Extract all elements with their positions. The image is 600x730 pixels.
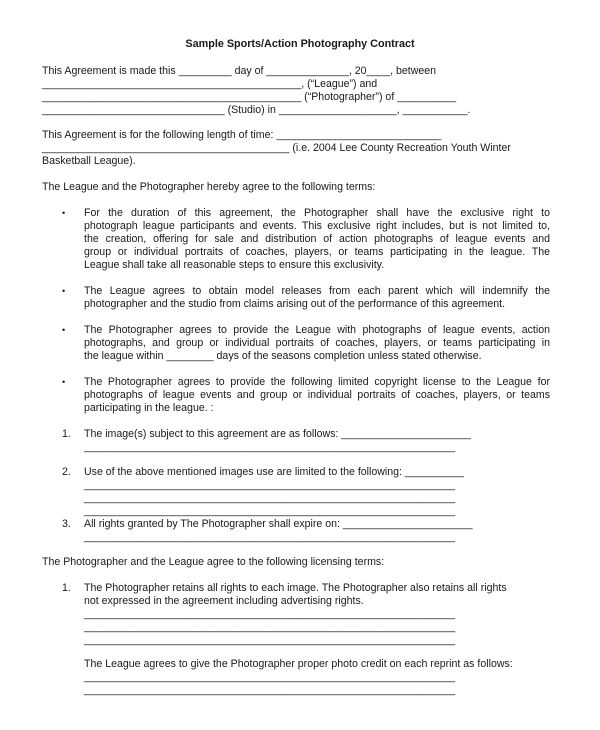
- paragraph-line: photograph league participants and events. This exclusive right includes, but is not limited to,: [84, 219, 550, 232]
- bullet-marker: •: [62, 286, 66, 296]
- numbered-item: [84, 428, 550, 454]
- list-number: 1.: [62, 582, 71, 594]
- licensing-heading: The Photographer and the League agree to the following licensing terms:: [42, 556, 385, 568]
- term-line: __________________________________________ (i.e. 2004 Lee County Recreation Youth Winter: [42, 142, 511, 154]
- bullet-paragraph: [84, 285, 550, 311]
- list-number: 2.: [62, 466, 71, 478]
- paragraph-line: participating in the league. :: [84, 401, 214, 414]
- agree-heading: The League and the Photographer hereby agree to the following terms:: [42, 181, 376, 193]
- paragraph-line: League shall take all reasonable steps to ensure this exclusivity.: [84, 258, 385, 271]
- list-number: 1.: [62, 428, 71, 440]
- bullet-paragraph: [84, 207, 550, 272]
- numbered-item: [84, 518, 550, 544]
- credit-paragraph: [84, 658, 550, 697]
- paragraph-line: The League agrees to give the Photographer proper photo credit on each reprint as follows:: [84, 658, 513, 670]
- blank-line: _______________________________________________________________: [84, 504, 456, 517]
- paragraph-line: not expressed in the agreement including advertising rights.: [84, 594, 364, 607]
- blank-line: _______________________________________________________________: [84, 440, 456, 453]
- paragraph-line: photographer and the studio from claims arising out of the performance of this agreement.: [84, 297, 506, 310]
- paragraph-line: the creation, offering for sale and distribution of action photographs of league events and: [84, 232, 550, 245]
- list-number: 3.: [62, 518, 71, 530]
- paragraph-line: The League agrees to obtain model releases from each parent which will indemnify the: [84, 285, 550, 297]
- blank-line: _______________________________________________________________: [84, 491, 456, 504]
- term-line: This Agreement is for the following length of time: ____________________________: [42, 129, 442, 141]
- blank-line: _______________________________________________________________: [84, 530, 456, 543]
- term-line: Basketball League).: [42, 155, 136, 167]
- bullet-marker: •: [62, 208, 66, 218]
- intro-line: This Agreement is made this _________ day of ______________, 20____, between: [42, 65, 437, 77]
- paragraph-line: The Photographer agrees to provide the League with photographs of league events, action: [84, 324, 550, 336]
- intro-line: ____________________________________________ (“Photographer”) of __________: [42, 91, 457, 103]
- paragraph-line: Use of the above mentioned images use are limited to the following: __________: [84, 466, 464, 478]
- blank-line: _______________________________________________________________: [84, 478, 456, 491]
- intro-line: ____________________________________________, (“League”) and: [42, 78, 378, 90]
- paragraph-line: The Photographer agrees to provide the following limited copyright license to the League for: [84, 376, 550, 388]
- paragraph-line: group or individual portraits of coaches, players, or teams participating in the league. The: [84, 245, 550, 258]
- paragraph-line: photographs of league events and group or individual portraits of coaches, players, or teams: [84, 388, 550, 401]
- paragraph-line: the league within ________ days of the seasons completion unless stated otherwise.: [84, 349, 482, 362]
- numbered-item: [84, 466, 550, 518]
- paragraph-line: For the duration of this agreement, the Photographer shall have the exclusive right to: [84, 207, 550, 219]
- bullet-marker: •: [62, 377, 66, 387]
- bullet-paragraph: [84, 324, 550, 363]
- licensing-item: [84, 582, 550, 647]
- paragraph-line: All rights granted by The Photographer shall expire on: ______________________: [84, 518, 473, 530]
- paragraph-line: photographs, and group or individual portraits of coaches, players, or teams participating in: [84, 336, 550, 349]
- bullet-paragraph: [84, 376, 550, 415]
- blank-line: _______________________________________________________________: [84, 607, 456, 620]
- blank-line: _______________________________________________________________: [84, 670, 456, 683]
- paragraph-line: The image(s) subject to this agreement are as follows: ______________________: [84, 428, 471, 440]
- blank-line: _______________________________________________________________: [84, 620, 456, 633]
- bullet-marker: •: [62, 325, 66, 335]
- blank-line: _______________________________________________________________: [84, 683, 456, 696]
- paragraph-line: The Photographer retains all rights to each image. The Photographer also retains all rights: [84, 582, 507, 594]
- blank-line: _______________________________________________________________: [84, 633, 456, 646]
- document-title: Sample Sports/Action Photography Contract: [185, 38, 415, 50]
- intro-line: _______________________________ (Studio) in ____________________, ___________.: [42, 104, 471, 116]
